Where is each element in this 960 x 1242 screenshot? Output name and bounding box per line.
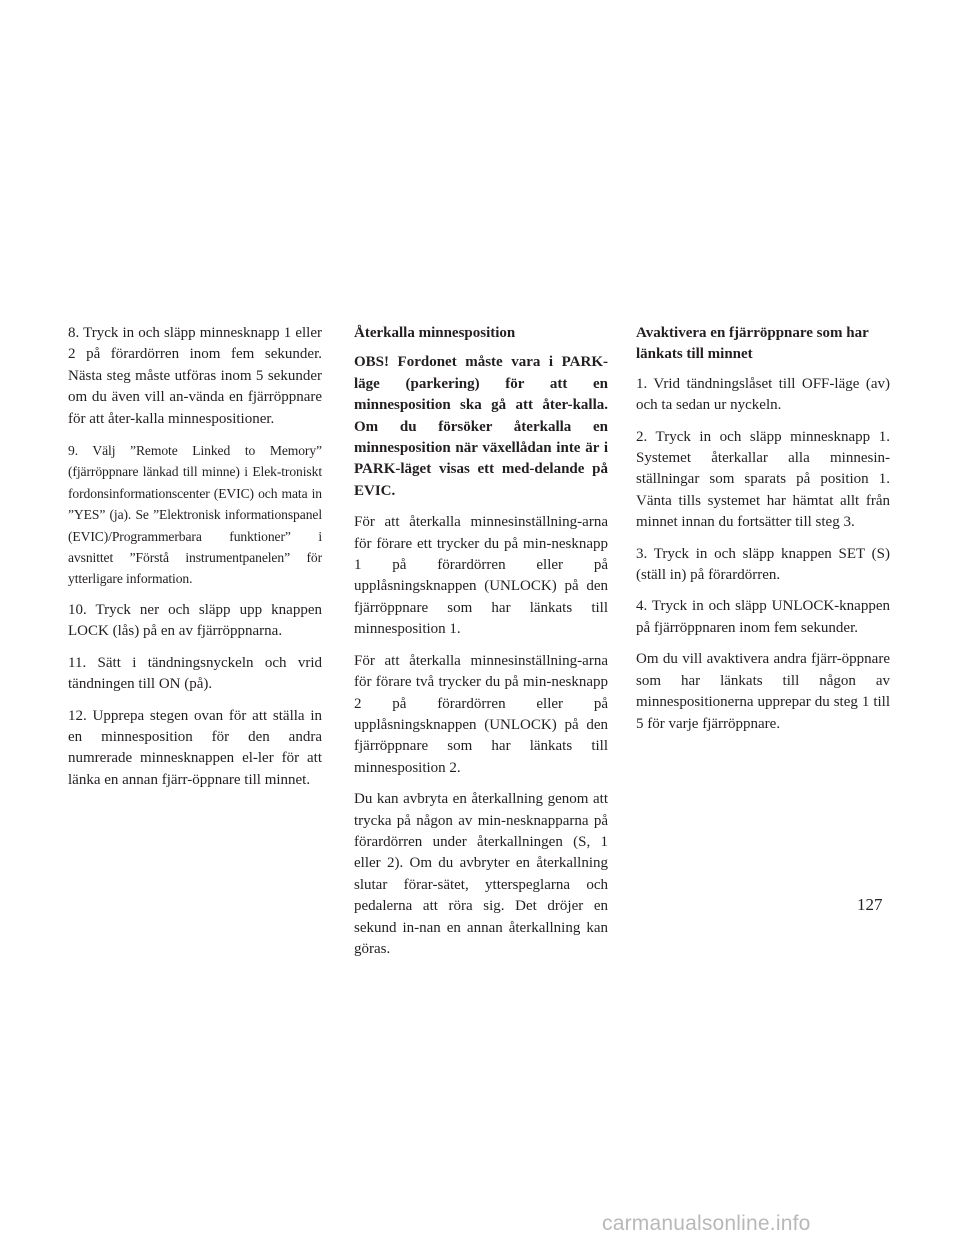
deactivate-step-1: 1. Vrid tändningslåset till OFF-läge (av) och ta sedan ur nyckeln. xyxy=(636,375,890,414)
watermark-text: carmanualsonline.info xyxy=(602,1212,811,1235)
left-column xyxy=(68,323,322,801)
step-10-paragraph: 10. Tryck ner och släpp upp knappen LOCK (lås) på en av fjärröppnarna. xyxy=(68,601,322,640)
step-11-paragraph: 11. Sätt i tändningsnyckeln och vrid tändningen till ON (på). xyxy=(68,654,322,693)
middle-column xyxy=(354,323,608,970)
deactivate-step-2: 2. Tryck in och släpp minnesknapp 1. Systemet återkallar alla minnesin-ställningar som sparats på position 1. Vänta tills systemet har hämtat allt från minnet innan du fortsätter till steg 3. xyxy=(636,428,890,531)
deactivate-step-4: 4. Tryck in och släpp UNLOCK-knappen på fjärröppnaren inom fem sekunder. xyxy=(636,598,890,636)
step-8-paragraph: 8. Tryck in och släpp minnesknapp 1 eller 2 på förardörren inom fem sekunder. Nästa steg måste utföras inom 5 sekunder om du även vill an-vända en fjärröppnare för att åter-kalla minnespositioner. xyxy=(68,325,322,427)
park-notice: OBS! Fordonet måste vara i PARK-läge (parkering) för att en minnesposition ska gå att åter-kalla. Om du försöker återkalla en minnesposition när växellådan inte är i PARK-läget visas ett med-delande på EVIC. xyxy=(354,354,608,499)
recall-driver-two-paragraph: För att återkalla minnesinställning-arna för förare två trycker du på min-nesknapp 2 på förardörren eller på upplåsningsknappen (UNLOCK) på den fjärröppnare som har länkats till minnesposition 2. xyxy=(354,652,608,776)
section-heading-deactivate: Avaktivera en fjärröppnare som har länkats till minnet xyxy=(636,325,869,363)
deactivate-step-3: 3. Tryck in och släpp knappen SET (S) (ställ in) på förardörren. xyxy=(636,545,890,584)
step-9-paragraph: 9. Välj ”Remote Linked to Memory” (fjärröppnare länkad till minne) i Elek-troniskt fordonsinformationscenter (EVIC) och mata in ”YES” (ja). Se ”Elektronisk informationspanel (EVIC)/Programmerbara funktioner” i avsnittet ”Förstå instrumentpanelen” för ytterligare information. xyxy=(68,443,322,587)
right-column xyxy=(636,323,890,745)
cancel-recall-paragraph: Du kan avbryta en återkallning genom att trycka på någon av min-nesknapparna på förardörren under återkallningen (S, 1 eller 2). Om du avbryter en återkallning slutar förar-sätet, ytterspeglarna och pedalerna att röra sig. Det dröjer en sekund in-nan en annan återkallning kan göras. xyxy=(354,791,608,957)
recall-driver-one-paragraph: För att återkalla minnesinställning-arna för förare ett trycker du på min-nesknapp 1 på förardörren eller på upplåsningsknappen (UNLOCK) på den fjärröppnare som har länkats till minnesposition 1. xyxy=(354,514,608,638)
section-heading-recall: Återkalla minnesposition xyxy=(354,325,516,341)
page-number: 127 xyxy=(857,895,883,914)
step-12-paragraph: 12. Upprepa stegen ovan för att ställa in en minnesposition för den andra numrerade minnesknappen el-ler för att länka en annan fjärr-öppnare till minnet. xyxy=(68,707,322,788)
deactivate-other-remotes: Om du vill avaktivera andra fjärr-öppnare som har länkats till någon av minnespositionerna upprepar du steg 1 till 5 för varje fjärröppnare. xyxy=(636,651,890,732)
